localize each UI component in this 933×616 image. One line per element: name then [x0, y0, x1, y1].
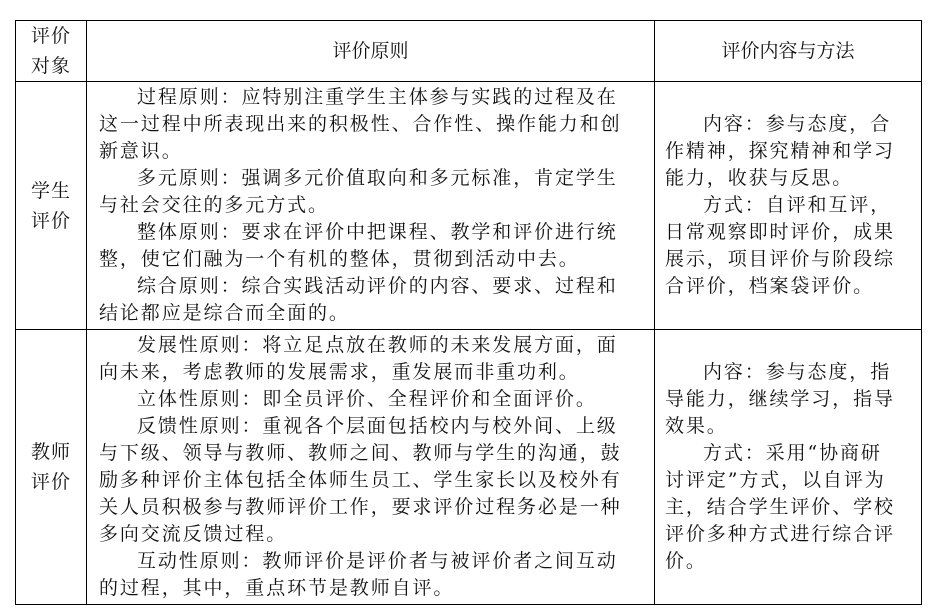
- principle-item: 互动性原则：教师评价是评价者与被评价者之间互动的过程，其中，重点环节是教师自评。: [99, 550, 618, 599]
- principle-item: 发展性原则：将立足点放在教师的未来发展方面，面向未来，考虑教师的发展需求，重发展而非重功利。: [99, 334, 618, 383]
- header-content-method: 评价内容与方法: [655, 21, 922, 82]
- principles-cell: [87, 82, 655, 330]
- method-item: 方式：自评和互评，日常观察即时评价，成果展示，项目评价与阶段综合评价，档案袋评价。: [665, 194, 895, 297]
- principle-item: 整体原则：要求在评价中把课程、教学和评价进行统整，使它们融为一个有机的整体，贯彻到活动中去。: [99, 221, 618, 270]
- content-method-cell: [655, 330, 922, 605]
- content-item: 内容：参与态度，合作精神，探究精神和学习能力，收获与反思。: [665, 113, 895, 189]
- principle-item: 反馈性原则：重视各个层面包括校内与校外间、上级与下级、领导与教师、教师之间、教师与学生的沟通，鼓励多种评价主体包括全体师生员工、学生家长以及校外有关人员积极参与教师评价工作，要求评价过程务必是一种多向交流反馈过程。: [99, 415, 622, 545]
- header-principles: 评价原则: [87, 21, 655, 82]
- principle-item: 多元原则：强调多元价值取向和多元标准，肯定学生与社会交往的多元方式。: [99, 167, 618, 216]
- table-row-student: [16, 82, 922, 330]
- table-row-teacher: [16, 330, 922, 605]
- evaluation-table: [15, 20, 922, 605]
- subject-text: 教师评价: [31, 441, 72, 493]
- content-item: 内容：参与态度，指导能力，继续学习，指导效果。: [665, 361, 895, 437]
- principle-item: 综合原则：综合实践活动评价的内容、要求、过程和结论都应是综合而全面的。: [99, 275, 618, 324]
- header-row: [16, 21, 922, 82]
- principle-item: 过程原则：应特别注重学生主体参与实践的过程及在这一过程中所表现出来的积极性、合作性、操作能力和创新意识。: [99, 86, 622, 162]
- principles-cell: [87, 330, 655, 605]
- content-method-cell: [655, 82, 922, 330]
- method-item: 方式：采用“协商研讨评定”方式，以自评为主，结合学生评价、学校评价多种方式进行综合评价。: [665, 442, 895, 572]
- subject-cell: [16, 330, 87, 605]
- principle-item: 立体性原则：即全员评价、全程评价和全面评价。: [137, 388, 597, 410]
- header-subject: [16, 21, 87, 82]
- subject-text: 学生评价: [31, 179, 72, 232]
- header-subject-text: 评价对象: [31, 25, 72, 77]
- subject-cell: [16, 82, 87, 330]
